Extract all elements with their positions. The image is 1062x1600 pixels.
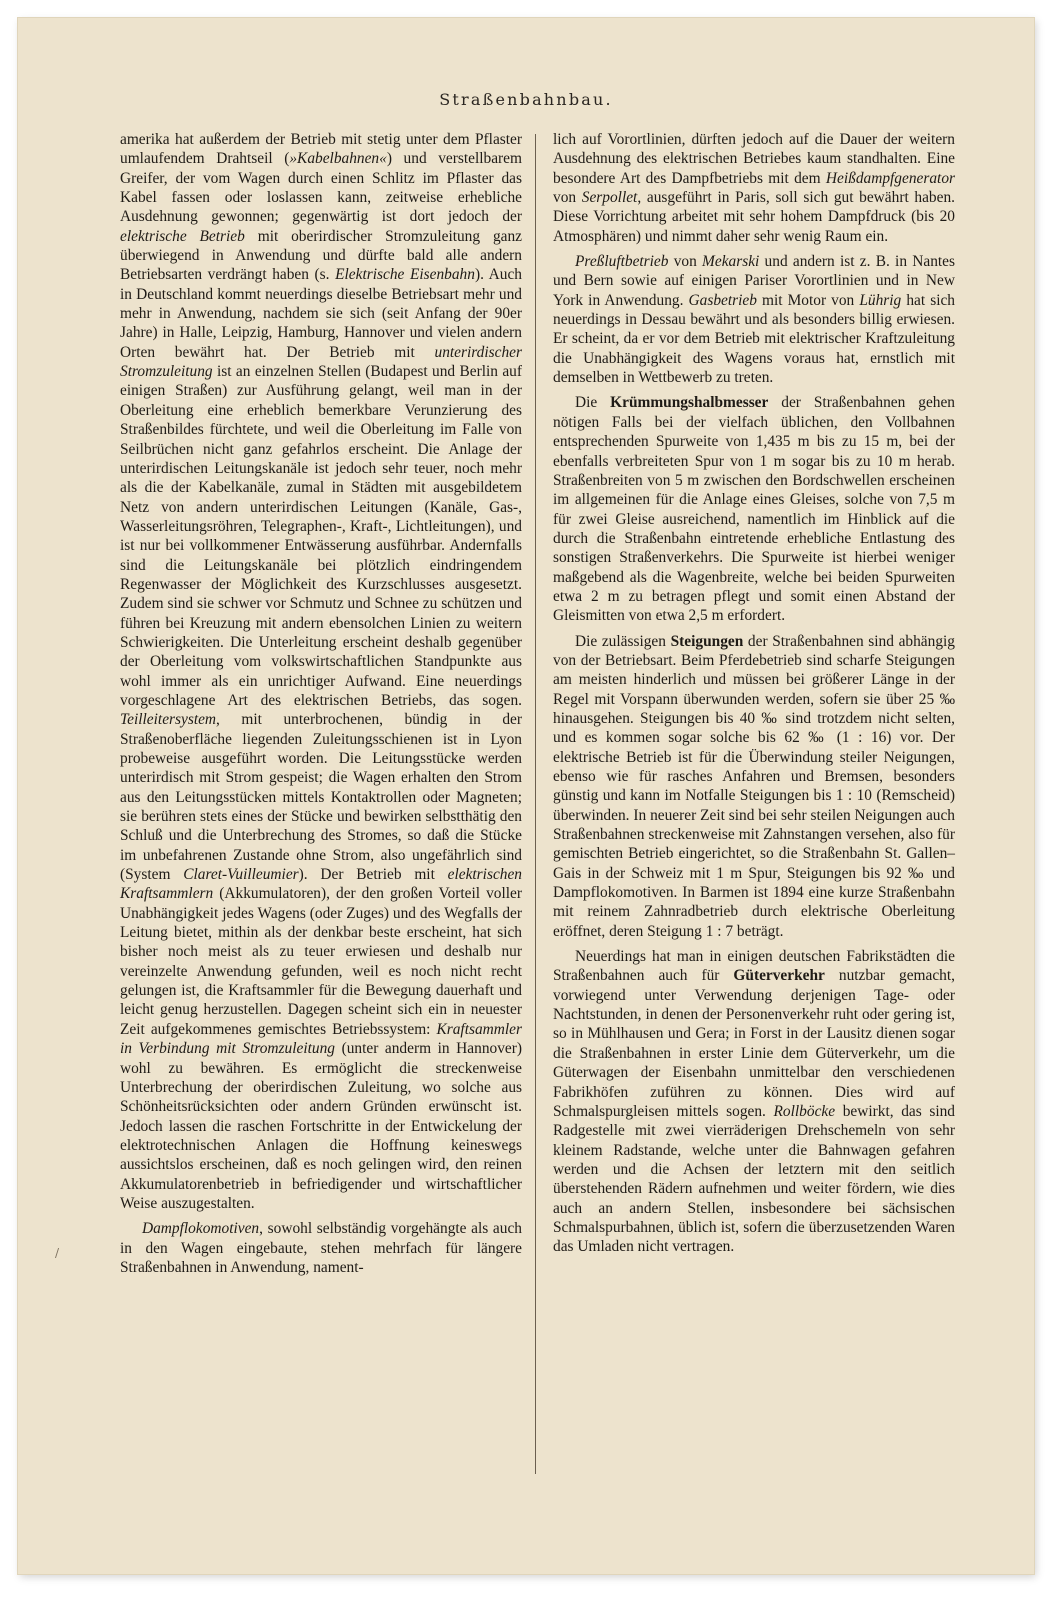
paragraph-curve-radii: Die Krümmungshalbmesser der Straßenbahnen gehen nötigen Falls bei der vielfach üblichen, den Vollbahnen entsprechenden Spurweite von 1,435 m bis zu 15 m, bei der ebenfalls verbreiteten Spur von 1 m sogar bis zu 10 m herab. Straßenbreiten von 5 m zwischen den Bordschwellen erscheinen im allgemeinen für die Anlage eines Gleises, solche von 7,5 m für zwei Gleise ausreichend, namentlich im Hinblick auf die durch die Straßenbahn eintretende erhebliche Entlastung des sonstigen Straßenverkehrs. Die Spurweite ist hierbei weniger maßgebend als die Wagenbreite, welche bei beiden Spurweiten etwa 2 m zu betragen pflegt und somit einen Abstand der Gleismitten von etwa 2,5 m erfordert. (553, 394, 955, 625)
running-title: Straßenbahnbau. (439, 90, 613, 109)
paragraph-compressed-air-and-gas: Preßluftbetrieb von Mekarski und andern ist z. B. in Nantes und Bern sowie auf einigen Pariser Vorortlinien und in New York in Anwendung. Gasbetrieb mit Motor von Lührig hat sich neuerdings in Dessau bewährt und als besonders billig erwiesen. Er scheint, da er vor dem Betrieb mit elektrischer Kraftzuleitung die Unabhängigkeit des Wagens voraus hat, ernstlich mit demselben in Wettbewerb zu treten. (553, 253, 956, 387)
left-column (120, 130, 522, 1277)
paragraph-gradients: Die zulässigen Steigungen der Straßenbahnen sind abhängig von der Betriebsart. Beim Pferdebetrieb sind scharfe Steigungen am meisten hinderlich und müssen bei größerer Länge in der Regel mit Vorspann überwunden werden, sofern sie über 25 ‰ hinausgehen. Steigungen bis 40 ‰ sind trotzdem nicht selten, und es kommen sogar solche bis 62 ‰ (1 : 16) vor. Der elektrische Betrieb ist für die Überwindung steiler Neigungen, ebenso wie für rasches Anfahren und Bremsen, besonders günstig und kann im Notfalle Steigungen bis 1 : 10 (Remscheid) überwinden. In neuerer Zeit sind bei sehr steilen Neigungen auch Straßenbahnen streckenweise mit Zahnstangen versehen, also für gemischten Betrieb eingerichtet, so die Straßenbahn St. Gallen–Gais in der Schweiz mit 1 m Spur, Steigungen bis 92 ‰ und Dampflokomotiven. In Barmen ist 1894 eine kurze Straßenbahn mit reinem Zahnradbetrieb durch elektrische Oberleitung eröffnet, deren Steigung 1 : 7 beträgt. (553, 632, 955, 940)
page-sheet (18, 18, 1034, 1574)
paragraph-steam-locomotives: Dampflokomotiven, sowohl selbständig vorgehängte als auch in den Wagen eingebaute, stehen mehrfach für längere Straßenbahnen in Anwendung, nament- (120, 1220, 522, 1276)
margin-tick-mark: / (55, 1246, 60, 1260)
column-divider (535, 134, 536, 1474)
right-column (553, 130, 955, 1257)
paragraph-freight-traffic: Neuerdings hat man in einigen deutschen Fabrikstädten die Straßenbahnen auch für Güterverkehr nutzbar gemacht, vorwiegend unter Verwendung derjenigen Tage- oder Nachtstunden, in denen der Personenverkehr ruht oder gering ist, so in Mühlhausen und Gera; in Forst in der Lausitz dienen sogar die Straßenbahnen in erster Linie dem Güterverkehr, um die Güterwagen der Eisenbahn unmittelbar den verschiedenen Fabrikhöfen zuführen zu können. Dies wird auf Schmalspurgleisen mittels sogen. Rollböcke bewirkt, das sind Radgestelle mit zwei vierräderigen Drehschemeln von sehr kleinem Radstande, welche unter die Bahnwagen gefahren werden und die Achsen der letztern mit den seitlich überstehenden Rädern aufnehmen und weiter fördern, wie dies auch an andern Stellen, insbesondere bei sächsischen Schmalspurbahnen, üblich ist, sofern die überzusetzenden Waren das Umladen nicht vertragen. (553, 948, 955, 1256)
paragraph-cable-and-electric-operation: amerika hat außerdem der Betrieb mit stetig unter dem Pflaster umlaufendem Drahtseil (»Kabelbahnen«) und verstellbarem Greifer, der vom Wagen durch einen Schlitz im Pflaster das Kabel fassen oder loslassen kann, zeitweise erhebliche Ausdehnung gewonnen; gegenwärtig ist dort jedoch der elektrische Betrieb mit oberirdischer Stromzuleitung ganz überwiegend in Anwendung und dürfte bald alle andern Betriebsarten verdrängt haben (s. Elektrische Eisenbahn). Auch in Deutschland kommt neuerdings dieselbe Betriebsart mehr und mehr in Anwendung, nachdem sie sich (seit Anfang der 90er Jahre) in Halle, Leipzig, Hamburg, Hannover und vielen andern Orten bewährt hat. Der Betrieb mit unterirdischer Stromzuleitung ist an einzelnen Stellen (Budapest und Berlin auf einigen Straßen) zur Ausführung gelangt, weil man in der Oberleitung eine erheblich bemerkbare Verunzierung des Straßenbildes fürchtete, und weil die Oberleitung im Falle von Seilbrüchen nicht ganz gefahrlos erscheint. Die Anlage der unterirdischen Leitungskanäle ist jedoch sehr teuer, noch mehr als die der Kabelkanäle, zumal in Städten mit ausgebildetem Netz von andern unterirdischen Leitungen (Kanäle, Gas-, Wasserleitungsröhren, Telegraphen-, Kraft-, Lichtleitungen), und ist nur bei vollkommener Entwässerung ausführbar. Andernfalls sind die Leitungskanäle bei plötzlich eindringendem Regenwasser der Möglichkeit des Kurzschlusses ausgesetzt. Zudem sind sie schwer vor Schmutz und Schnee zu schützen und führen bei Kreuzung mit andern ebensolchen Linien zu weitern Schwierigkeiten. Die Unterleitung erscheint deshalb gegenüber der Oberleitung vom volkswirtschaftlichen Standpunkte aus wohl immer als ein unrichtiger Aufwand. Eine neuerdings vorgeschlagene Art des elektrischen Betriebs, das sogen. Teilleitersystem, mit unterbrochenen, bündig in der Straßenoberfläche liegenden Zuleitungsschienen ist in Lyon probeweise ausgeführt worden. Die Leitungsstücke werden unterirdisch mit Strom gespeist; die Wagen erhalten den Strom aus den Leitungsstücken mittels Kontaktrollen oder Magneten; sie berühren stets eines der Stücke und bewirken selbstthätig den Schluß und die Unterbrechung des Stromes, so daß die Stücke im unbefahrenen Zustande ohne Strom, also ungefährlich sind (System Claret-Vuilleumier). Der Betrieb mit elektrischen Kraftsammlern (Akkumulatoren), der den großen Vorteil voller Unabhängigkeit jedes Wagens (oder Zuges) und des Wegfalls der Leitung bietet, mithin als der denkbar beste erscheint, hat sich bisher noch meist als zu teuer erwiesen und deshalb nur vereinzelte Anwendung gefunden, weil es noch nicht recht gelungen ist, die Kraftsammler für die Bewegung dauerhaft und leicht genug herzustellen. Dagegen scheint sich ein in neuester Zeit aufgekommenes gemischtes Betriebssystem: Kraftsammler in Verbindung mit Stromzuleitung (unter anderm in Hannover) wohl zu bewähren. Es ermöglicht die streckenweise Unterbrechung der oberirdischen Zuleitung, wo solche aus Schönheitsrücksichten oder andern Gründen erwünscht ist. Jedoch lassen die raschen Fortschritte in der Entwickelung der elektrotechnischen Anlagen die Hoffnung keineswegs aussichtslos erscheinen, daß es noch gelingen wird, den reinen Akkumulatorenbetrieb in befriedigender und wirtschaftlicher Weise auszugestalten. (120, 131, 523, 1212)
paragraph-steam-operation-continued: lich auf Vorortlinien, dürften jedoch auf die Dauer der weitern Ausdehnung des elektrischen Betriebes kaum standhalten. Eine besondere Art des Dampfbetriebs mit dem Heißdampfgenerator von Serpollet, ausgeführt in Paris, soll sich gut bewährt haben. Diese Vorrichtung arbeitet mit sehr hohem Dampfdruck (bis 20 Atmosphären) und nimmt daher sehr wenig Raum ein. (553, 131, 955, 245)
